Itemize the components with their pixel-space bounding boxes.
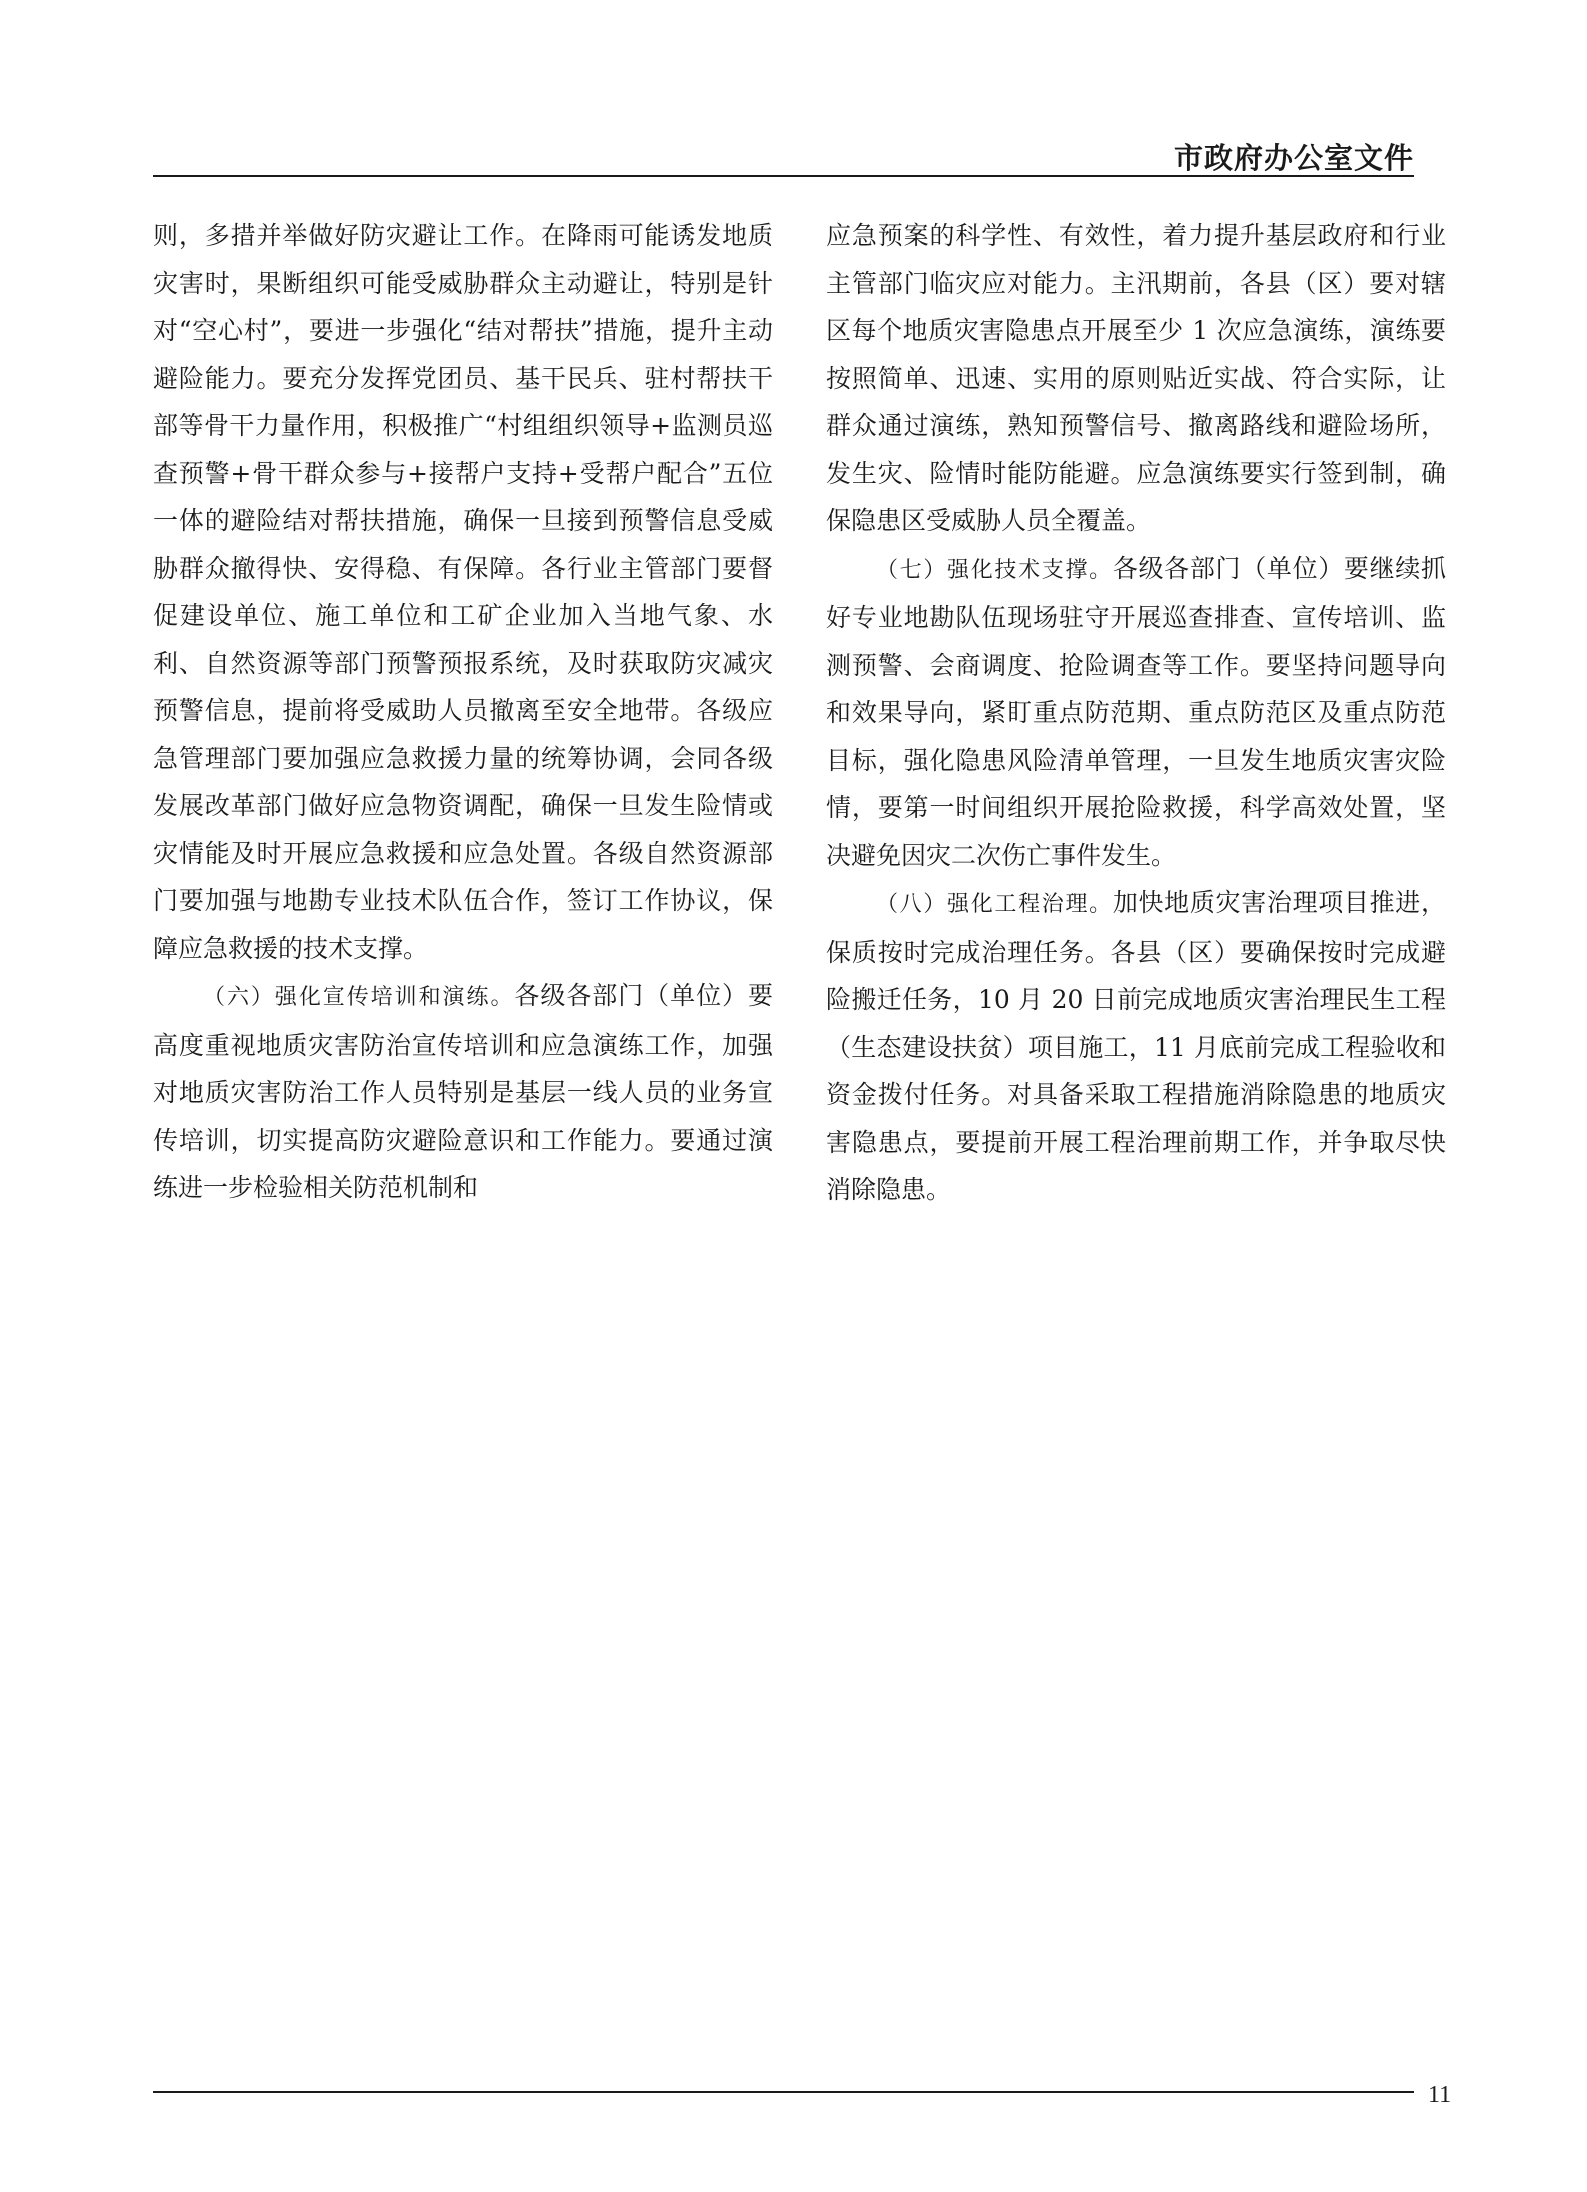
page-header-title: 市政府办公室文件 (1173, 141, 1414, 175)
left-paragraph-1: 则，多措并举做好防灾避让工作。在降雨可能诱发地质灾害时，果断组织可能受威胁群众主动避让，特别是针对“空心村”，要进一步强化“结对帮扶”措施，提升主动避险能力。要充分发挥党团员、基干民兵、驻村帮扶干部等骨干力量作用，积极推广“村组组织领导+监测员巡查预警+骨干群众参与+接帮户支持+受帮户配合”五位一体的避险结对帮扶措施，确保一旦接到预警信息受威胁群众撤得快、安得稳、有保障。各行业主管部门要督促建设单位、施工单位和工矿企业加入当地气象、水利、自然资源等部门预警预报系统，及时获取防灾减灾预警信息，提前将受威助人员撤离至安全地带。各级应急管理部门要加强应急救援力量的统筹协调，会同各级发展改革部门做好应急物资调配，确保一旦发生险情或灾情能及时开展应急救援和应急处置。各级自然资源部门要加强与地勘专业技术队伍合作，签订工作协议，保障应急救援的技术支撑。 (153, 221, 773, 963)
left-column (153, 212, 773, 1212)
left-paragraph-2-body: 各级各部门（单位）要高度重视地质灾害防治宣传培训和应急演练工作，加强对地质灾害防治工作人员特别是基层一线人员的业务宣传培训，切实提高防灾避险意识和工作能力。要通过演练进一步检验相关防范机制和 (153, 981, 773, 1202)
right-paragraph-3 (826, 879, 1446, 1214)
section-heading-eight: （八）强化工程治理。 (876, 892, 1113, 917)
header-rule (153, 175, 1414, 177)
right-paragraph-1: 应急预案的科学性、有效性，着力提升基层政府和行业主管部门临灾应对能力。主汛期前，各县（区）要对辖区每个地质灾害隐患点开展至少 1 次应急演练，演练要按照简单、迅速、实用的原则贴近实战、符合实际，让群众通过演练，熟知预警信号、撤离路线和避险场所，发生灾、险情时能防能避。应急演练要实行签到制，确保隐患区受威胁人员全覆盖。 (826, 221, 1446, 535)
right-paragraph-3-body: 加快地质灾害治理项目推进，保质按时完成治理任务。各县（区）要确保按时完成避险搬迁任务，10 月 20 日前完成地质灾害治理民生工程（生态建设扶贫）项目施工，11 月底前完成工程验收和资金拨付任务。对具备采取工程措施消除隐患的地质灾害隐患点，要提前开展工程治理前期工作，并争取尽快消除隐患。 (826, 888, 1446, 1204)
page-number: 11 (1428, 2082, 1452, 2108)
right-paragraph-2-body: 各级各部门（单位）要继续抓好专业地勘队伍现场驻守开展巡查排查、宣传培训、监测预警、会商调度、抢险调查等工作。要坚持问题导向和效果导向，紧盯重点防范期、重点防范区及重点防范目标，强化隐患风险清单管理，一旦发生地质灾害灾险情，要第一时间组织开展抢险救援，科学高效处置，坚决避免因灾二次伤亡事件发生。 (826, 553, 1446, 870)
right-paragraph-2 (826, 545, 1446, 880)
section-heading-six: （六）强化宣传培训和演练。 (203, 985, 515, 1010)
section-heading-seven: （七）强化技术支撑。 (876, 557, 1113, 583)
footer-rule (153, 2091, 1414, 2093)
right-column (826, 212, 1446, 1214)
left-paragraph-2 (153, 972, 773, 1212)
